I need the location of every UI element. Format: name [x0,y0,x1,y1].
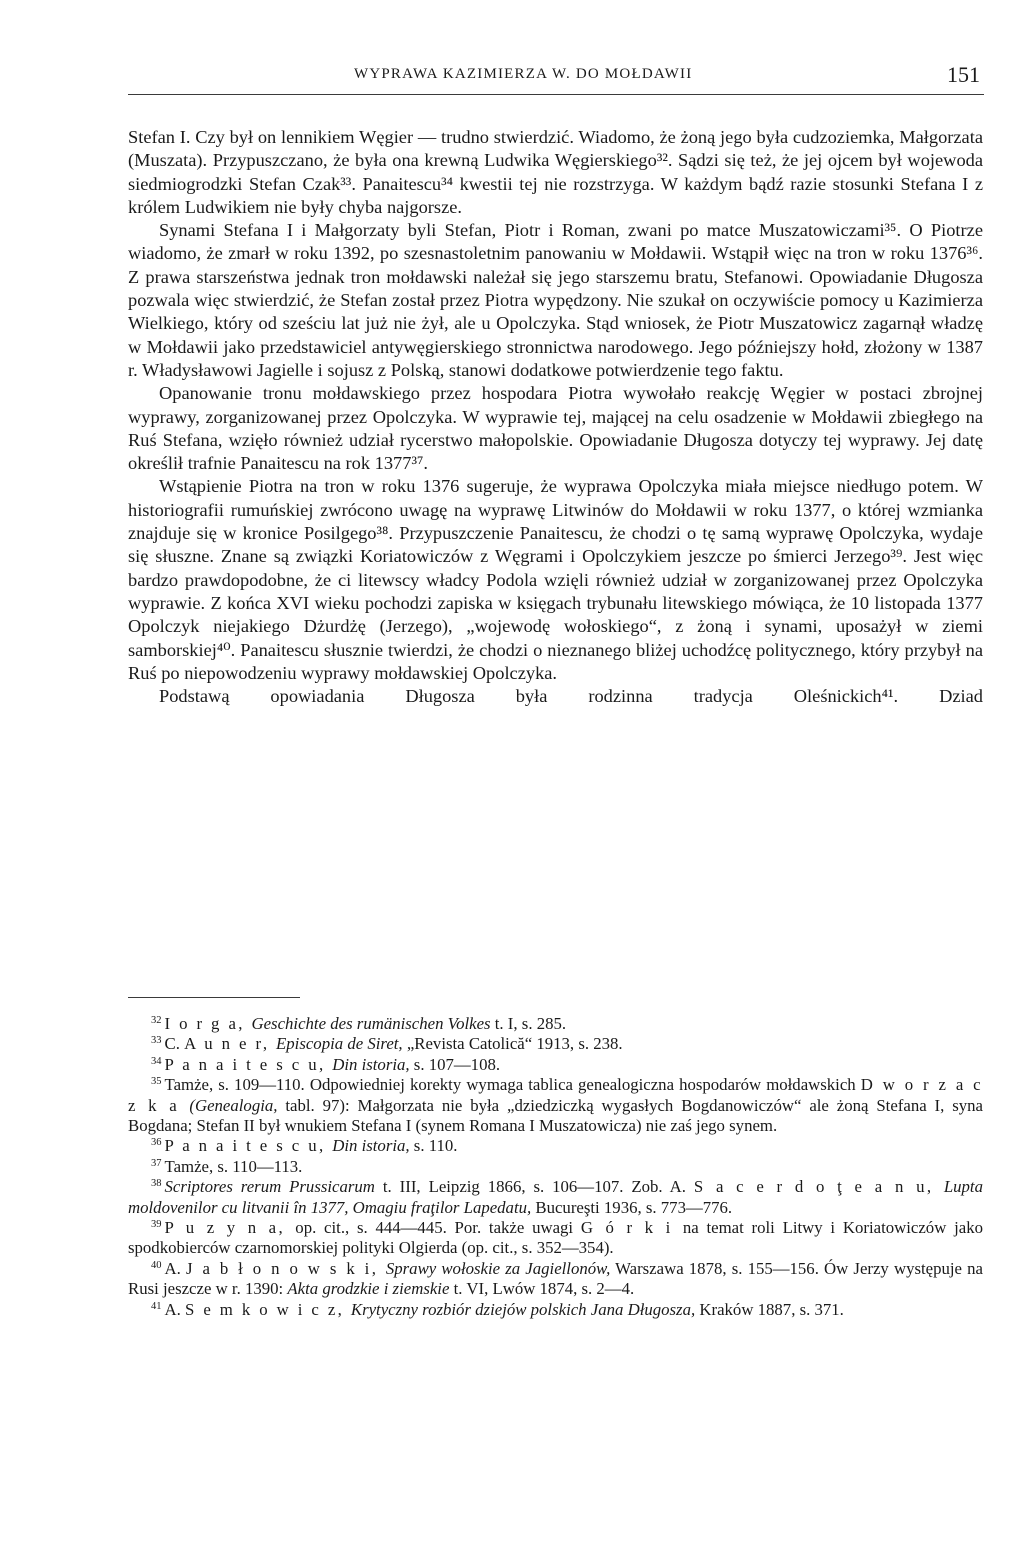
footnote-text: Bucureşti 1936, s. 773—776. [531,1197,733,1217]
page-number: 151 [947,62,980,87]
footnote-title: Akta grodzkie i ziemskie [287,1279,450,1299]
footnote-text: s. 107—108. [409,1054,501,1074]
footnote-text: Warszawa 1878, s. 155—156. Ów Jerzy występuje na Rusi jeszcze w r. 1390: [128,1258,983,1299]
footnote-author: A u n e r, [184,1034,277,1054]
footnote-author: P u z y n a, [164,1218,296,1238]
footnote-34 [128,1055,983,1075]
footnote-text: Kraków 1887, s. 371. [695,1299,844,1319]
footnotes [128,1014,983,1320]
footnote-number: 34 [151,1055,162,1067]
footnote-number: 41 [151,1300,162,1312]
footnote-37 [128,1157,983,1177]
footnote-author: D w o r z a c z k a [128,1075,983,1115]
footnote-number: 37 [151,1157,162,1169]
footnote-title: Din istoria, [332,1136,410,1156]
footnote-text: t. VI, Lwów 1874, s. 2—4. [449,1279,635,1299]
footnote-title: Scriptores rerum Prussicarum [164,1177,375,1197]
footnote-40 [128,1259,983,1300]
footnote-text: A. [164,1299,186,1319]
footnote-text: s. 110. [409,1136,458,1156]
footnote-number: 32 [151,1015,162,1026]
footnote-rule [128,997,300,998]
footnote-author: I o r g a, [164,1014,252,1033]
paragraph: Synami Stefana I i Małgorzaty byli Stefan, Piotr i Roman, zwani po matce Muszatowiczami³⁵. O Piotrze wiadomo, że zmarł w roku 1392, po szesnastoletnim panowaniu w Mołdawii. Wstąpił więc na tron w roku 1376³⁶. Z prawa starszeństwa jednak tron mołdawski należał się jego starszemu bratu, Stefanowi. Opowiadanie Długosza pozwala więc stwierdzić, że Stefan został przez Piotra wypędzony. Nie szukał on oczywiście pomocy u Kazimierza Wielkiego, który od sześciu lat już nie żył, ale u Opolczyka. Stąd wniosek, że Piotr Muszatowicz zagarnął władzę w Mołdawii jako przedstawiciel antywęgierskiego stronnictwa narodowego. Jego późniejszy hołd, złożony w 1387 r. Władysławowi Jagielle i sojusz z Polską, stanowi dodatkowe potwierdzenie tego faktu. [128,220,983,380]
footnote-number: 39 [151,1219,162,1231]
footnote-text: Tamże, s. 110—113. [164,1156,303,1176]
footnote-title: Sprawy wołoskie za Jagiellonów, [385,1258,611,1278]
footnote-author: S e m k o w i c z, [185,1299,351,1319]
running-title: WYPRAWA KAZIMIERZA W. DO MOŁDAWII [354,66,693,82]
footnote-text: t. III, Leipzig 1866, s. 106—107. Zob. A. [374,1177,694,1197]
footnote-title: Din istoria, [332,1054,410,1074]
footnote-number: 33 [151,1035,162,1047]
footnote-32 [128,1014,983,1034]
footnote-35 [128,1075,983,1136]
footnote-title: Lupta moldovenilor cu litvanii în 1377, Omagiu fraţilor Lapedatu, [128,1177,983,1217]
footnote-text: A. [164,1258,186,1278]
footnote-39 [128,1218,983,1259]
header-rule [128,94,984,95]
main-text [128,126,983,708]
footnote-33 [128,1034,983,1054]
running-header [128,62,984,92]
footnote-text: Tamże, s. 109—110. Odpowiedniej korekty wymaga tablica genealogiczna hospodarów mołdawskich [164,1075,861,1095]
footnote-number: 38 [151,1178,162,1190]
footnote-author: P a n a i t e s c u, [164,1136,333,1156]
footnote-41 [128,1300,983,1320]
footnote-title: (Genealogia, [189,1095,278,1115]
paragraph: Stefan I. Czy był on lennikiem Węgier — trudno stwierdzić. Wiadomo, że żoną jego była cudzoziemka, Małgorzata (Muszata). Przypuszczano, że była ona krewną Ludwika Węgierskiego³². Sądzi się też, że jej ojcem był wojewoda siedmiogrodzki Stefan Czak³³. Panaitescu³⁴ kwestii tej nie rozstrzyga. W każdym bądź razie stosunki Stefana I z królem Ludwikiem nie były chyba najgorsze. [128,127,983,217]
footnote-number: 36 [151,1137,162,1149]
paragraph: Podstawą opowiadania Długosza była rodzinna tradycja Oleśnickich⁴¹. Dziad [159,686,983,707]
footnote-number: 35 [151,1076,162,1088]
footnote-author: P a n a i t e s c u, [164,1054,333,1074]
footnote-title: Episcopia de Siret, [276,1034,403,1054]
paragraph: Opanowanie tronu mołdawskiego przez hospodara Piotra wywołało reakcję Węgier w postaci zbrojnej wyprawy, zorganizowanej przez Opolczyka. W wyprawie tej, mającej na celu osadzenie w Mołdawii zbiegłego na Ruś Stefana, wzięło również udział rycerstwo małopolskie. Opowiadanie Długosza dotyczy tej wyprawy. Jej datę określił trafnie Panaitescu na rok 1377³⁷. [128,383,983,474]
footnote-author: G ó r k i [580,1218,683,1238]
footnote-text: na temat roli Litwy i Koriatowiczów jako spodkobierców czarnomorskiej polityki Olgierda (op. cit., s. 352—354). [128,1218,983,1258]
footnote-text: tabl. 97): Małgorzata nie była „dziedziczką wygasłych Bogdanowiczów“ ale żoną Stefana I, syna Bogdana; Stefan II był wnukiem Stefana I (synem Romana I Muszatowicza) nie zaś jego synem. [128,1095,983,1136]
footnote-text: t. I, s. 285. [490,1014,567,1033]
footnote-author: S a c e r d o ţ e a n u, [693,1177,944,1197]
footnote-38 [128,1177,983,1218]
footnote-author: J a b ł o n o w s k i, [185,1258,386,1278]
footnote-text: C. [164,1034,185,1054]
footnote-text: op. cit., s. 444—445. Por. także uwagi [295,1218,581,1238]
paragraph: Wstąpienie Piotra na tron w roku 1376 sugeruje, że wyprawa Opolczyka miała miejsce niedługo potem. W historiografii rumuńskiej zwrócono uwagę na wyprawę Litwinów do Mołdawii w roku 1377, o której wzmianka znajduje się w kronice Posilgego³⁸. Przypuszczenie Panaitescu, że chodzi o tę samą wyprawę Opolczyka, wydaje się słuszne. Znane są związki Koriatowiczów z Węgrami i Opolczykiem jeszcze po śmierci Jerzego³⁹. Jest więc bardzo prawdopodobne, że ci litewscy władcy Podola wzięli również udział w zorganizowanej przez Opolczyka wyprawie. Z końca XVI wieku pochodzi zapiska w księgach trybunału litewskiego mówiąca, że 10 listopada 1377 Opolczyk niejakiego Dżurdżę (Jerzego), „wojewodę wołoskiego“, z żoną i synami, uposażył w ziemi samborskiej⁴⁰. Panaitescu słusznie twierdzi, że chodzi o nieznanego bliżej uchodźcę politycznego, który przybył na Ruś po niepowodzeniu wyprawy mołdawskiej Opolczyka. [128,476,983,683]
footnote-title: Geschichte des rumänischen Volkes [251,1014,491,1033]
footnote-title: Krytyczny rozbiór dziejów polskich Jana Długosza, [350,1299,696,1319]
footnote-number: 40 [151,1259,162,1271]
footnote-36 [128,1136,983,1156]
footnote-text: „Revista Catolică“ 1913, s. 238. [402,1034,623,1054]
